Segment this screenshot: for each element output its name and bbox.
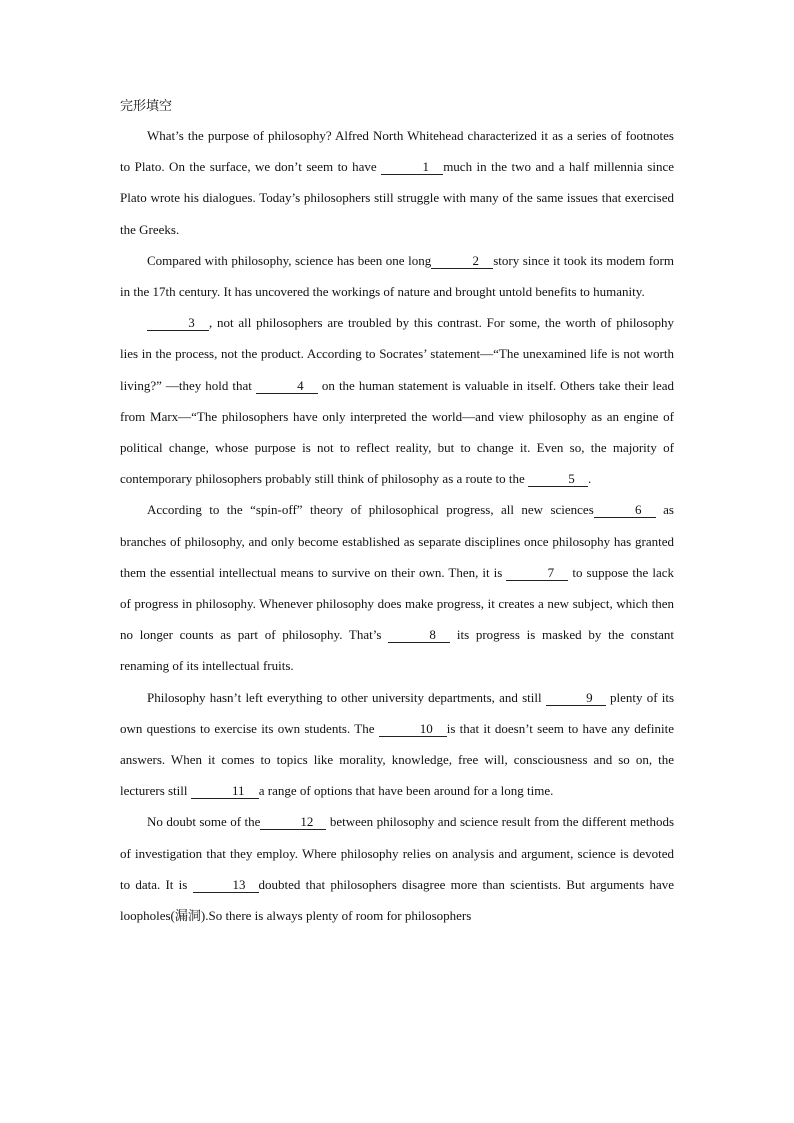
blank-4: 4 xyxy=(256,379,318,394)
section-heading: 完形填空 xyxy=(120,99,173,114)
paragraph-6 xyxy=(120,806,674,931)
blank-7: 7 xyxy=(506,566,568,581)
paragraph-5 xyxy=(120,682,674,807)
blank-8: 8 xyxy=(388,628,450,643)
paragraph-3 xyxy=(120,307,674,494)
text-segment: What’s the purpose of philosophy? Alfred North Whitehead characterized it as a series of footnotes to Plato. On the surface, we don’t seem to have xyxy=(120,128,674,175)
text-segment: doubted that philosophers disagree more than scientists. But arguments have loopholes(漏洞).So there is always plenty of room for philosophers xyxy=(120,876,674,924)
text-segment: much in the two and a half millennia since Plato wrote his dialogues. Today’s philosophers still struggle with many of the same issues that exercised the Greeks. xyxy=(120,159,674,237)
text-segment: its progress is masked by the constant renaming of its intellectual fruits. xyxy=(120,627,675,674)
text-segment: . xyxy=(588,471,592,487)
blank-13: 13 xyxy=(193,878,259,893)
text-segment: as branches of philosophy, and only become established as separate disciplines once philosophy has granted them the essential intellectual means to survive on their own. Then, it is xyxy=(120,502,674,580)
blank-6: 6 xyxy=(594,503,656,518)
blank-1: 1 xyxy=(381,160,443,175)
paragraph-2 xyxy=(120,245,674,307)
text-segment: is that it doesn’t seem to have any definite answers. When it comes to topics like morality, knowledge, free will, consciousness and so on, the lecturers still xyxy=(120,720,674,799)
text-segment: No doubt some of the xyxy=(147,814,261,830)
paragraph-4 xyxy=(120,494,674,681)
text-segment: a range of options that have been around for a long time. xyxy=(258,783,554,799)
text-segment: between philosophy and science result from the different methods of investigation that they employ. Where philosophy relies on analysis and argument, science is devoted to data. It is xyxy=(120,814,675,892)
blank-10: 10 xyxy=(379,722,447,737)
text-segment: story since it took its modem form in the 17th century. It has uncovered the workings of nature and brought untold benefits to humanity. xyxy=(120,252,674,300)
document-body xyxy=(120,96,674,931)
blank-11: 11 xyxy=(191,784,259,799)
text-segment: plenty of its own questions to exercise its own students. The xyxy=(120,689,675,736)
blank-5: 5 xyxy=(528,472,588,487)
text-segment: to suppose the lack of progress in philosophy. Whenever philosophy does make progress, it creates a new subject, which then no longer counts as part of philosophy. That’s xyxy=(120,564,674,643)
text-segment: Philosophy hasn’t left everything to other university departments, and still xyxy=(147,689,546,705)
text-segment: , not all philosophers are troubled by this contrast. For some, the worth of philosophy lies in the process, not the product. According to Socrates’ statement—“The unexamined life is not worth living?” —they hold that xyxy=(120,315,674,393)
blank-9: 9 xyxy=(546,691,606,706)
text-segment: According to the “spin-off” theory of philosophical progress, all new sciences xyxy=(147,502,594,518)
text-segment: Compared with philosophy, science has been one long xyxy=(147,252,432,268)
paragraph-1 xyxy=(120,120,674,245)
text-segment: on the human statement is valuable in itself. Others take their lead from Marx—“The philosophers have only interpreted the world—and view philosophy as an engine of political change, whose purpose is not to reflect reality, but to change it. Even so, the majority of contemporary philosophers probably still think of philosophy as a route to the xyxy=(120,377,674,487)
blank-2: 2 xyxy=(431,254,493,269)
blank-3: 3 xyxy=(147,316,209,331)
blank-12: 12 xyxy=(260,815,326,830)
